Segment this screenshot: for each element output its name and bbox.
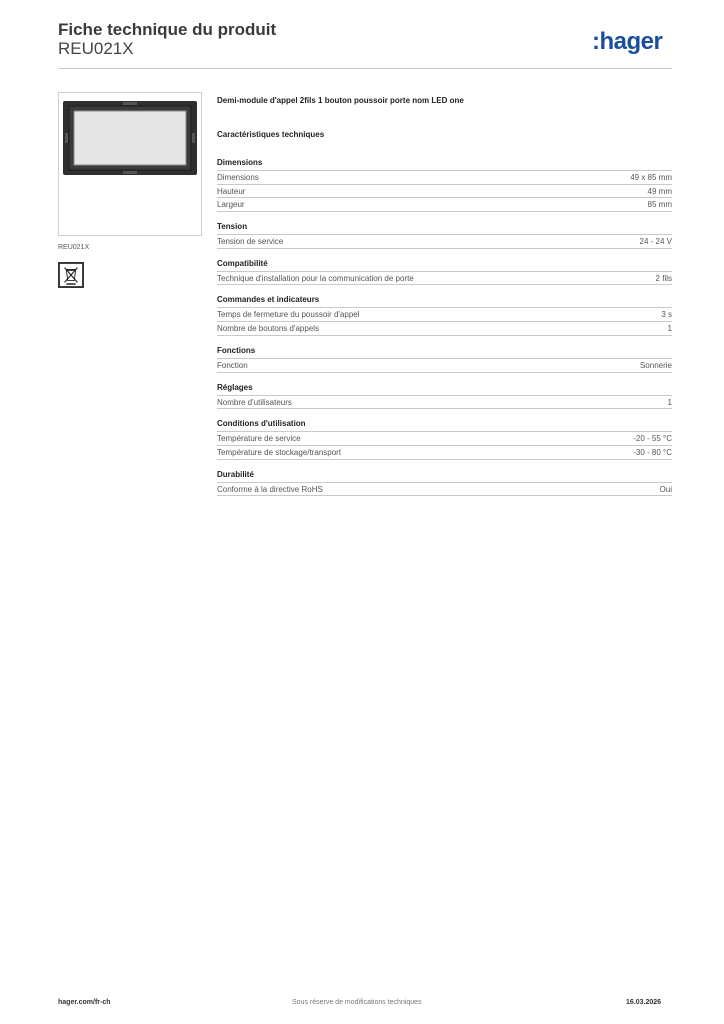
crossed-bin-icon	[58, 262, 84, 288]
section-title: Compatibilité	[217, 258, 672, 272]
spec-row	[217, 359, 672, 373]
hager-logo: :hager	[592, 28, 663, 55]
spec-value: -20 - 55 °C	[633, 434, 672, 444]
spec-section	[217, 345, 672, 373]
spec-section	[217, 157, 672, 212]
product-image-caption: REU021X	[58, 244, 90, 251]
spec-row	[217, 272, 672, 286]
footer-website[interactable]: hager.com/fr-ch	[58, 999, 111, 1006]
spec-row	[217, 171, 672, 185]
spec-value: -30 - 80 °C	[633, 447, 672, 457]
product-image-frame	[58, 92, 202, 236]
spec-value: 85 mm	[647, 200, 672, 210]
section-title: Réglages	[217, 382, 672, 396]
section-title: Conditions d'utilisation	[217, 418, 672, 432]
spec-row	[217, 235, 672, 249]
spec-row	[217, 322, 672, 336]
spec-row	[217, 185, 672, 199]
spec-row	[217, 198, 672, 212]
spec-section	[217, 382, 672, 410]
spec-label: Dimensions	[217, 173, 259, 182]
spec-value: Sonnerie	[639, 360, 672, 370]
spec-row	[217, 432, 672, 446]
spec-section	[217, 221, 672, 249]
section-title: Durabilité	[217, 469, 672, 483]
logo-text: hager	[599, 28, 663, 55]
spec-value: 3 s	[661, 310, 672, 320]
spec-section	[217, 469, 672, 497]
spec-value: Oui	[659, 484, 672, 494]
spec-value: 49 mm	[647, 186, 672, 196]
spec-label: Conforme à la directive RoHS	[217, 484, 323, 494]
spec-row	[217, 396, 672, 410]
spec-label: Hauteur	[217, 186, 246, 196]
product-image	[63, 101, 197, 175]
spec-section	[217, 294, 672, 335]
product-reference: REU021X	[58, 39, 134, 58]
section-title: Dimensions	[217, 157, 672, 171]
spec-label: Température de service	[217, 434, 301, 444]
spec-value: 1	[667, 324, 672, 334]
technical-characteristics-heading: Caractéristiques techniques	[217, 130, 325, 139]
spec-label: Nombre de boutons d'appels	[217, 324, 320, 334]
spec-label: Largeur	[217, 200, 245, 210]
spec-label: Technique d'installation pour la communication de porte	[217, 273, 414, 283]
spec-row	[217, 446, 672, 460]
spec-section	[217, 418, 672, 459]
header-divider	[58, 68, 672, 69]
product-description: Demi-module d'appel 2fils 1 bouton poussoir porte nom LED one	[217, 96, 464, 105]
spec-value: 2 fils	[655, 273, 672, 283]
spec-row	[217, 308, 672, 322]
spec-label: Fonction	[217, 360, 248, 370]
spec-value: 1	[667, 397, 672, 407]
spec-label: Tension de service	[217, 237, 284, 247]
specifications	[217, 96, 672, 505]
spec-label: Temps de fermeture du poussoir d'appel	[217, 310, 360, 320]
section-title: Commandes et indicateurs	[217, 294, 672, 308]
spec-row	[217, 483, 672, 497]
spec-value: 24 - 24 V	[639, 237, 672, 247]
footer-date: 16.03.2026	[626, 999, 662, 1006]
section-title: Tension	[217, 221, 672, 235]
spec-label: Nombre d'utilisateurs	[217, 397, 292, 407]
spec-value: 49 x 85 mm	[630, 173, 672, 182]
spec-label: Température de stockage/transport	[217, 447, 342, 457]
spec-section	[217, 258, 672, 286]
page-title: Fiche technique du produit	[58, 20, 277, 39]
footer-notice: Sous réserve de modifications techniques	[292, 999, 422, 1006]
spec-sections	[217, 157, 672, 496]
section-title: Fonctions	[217, 345, 672, 359]
